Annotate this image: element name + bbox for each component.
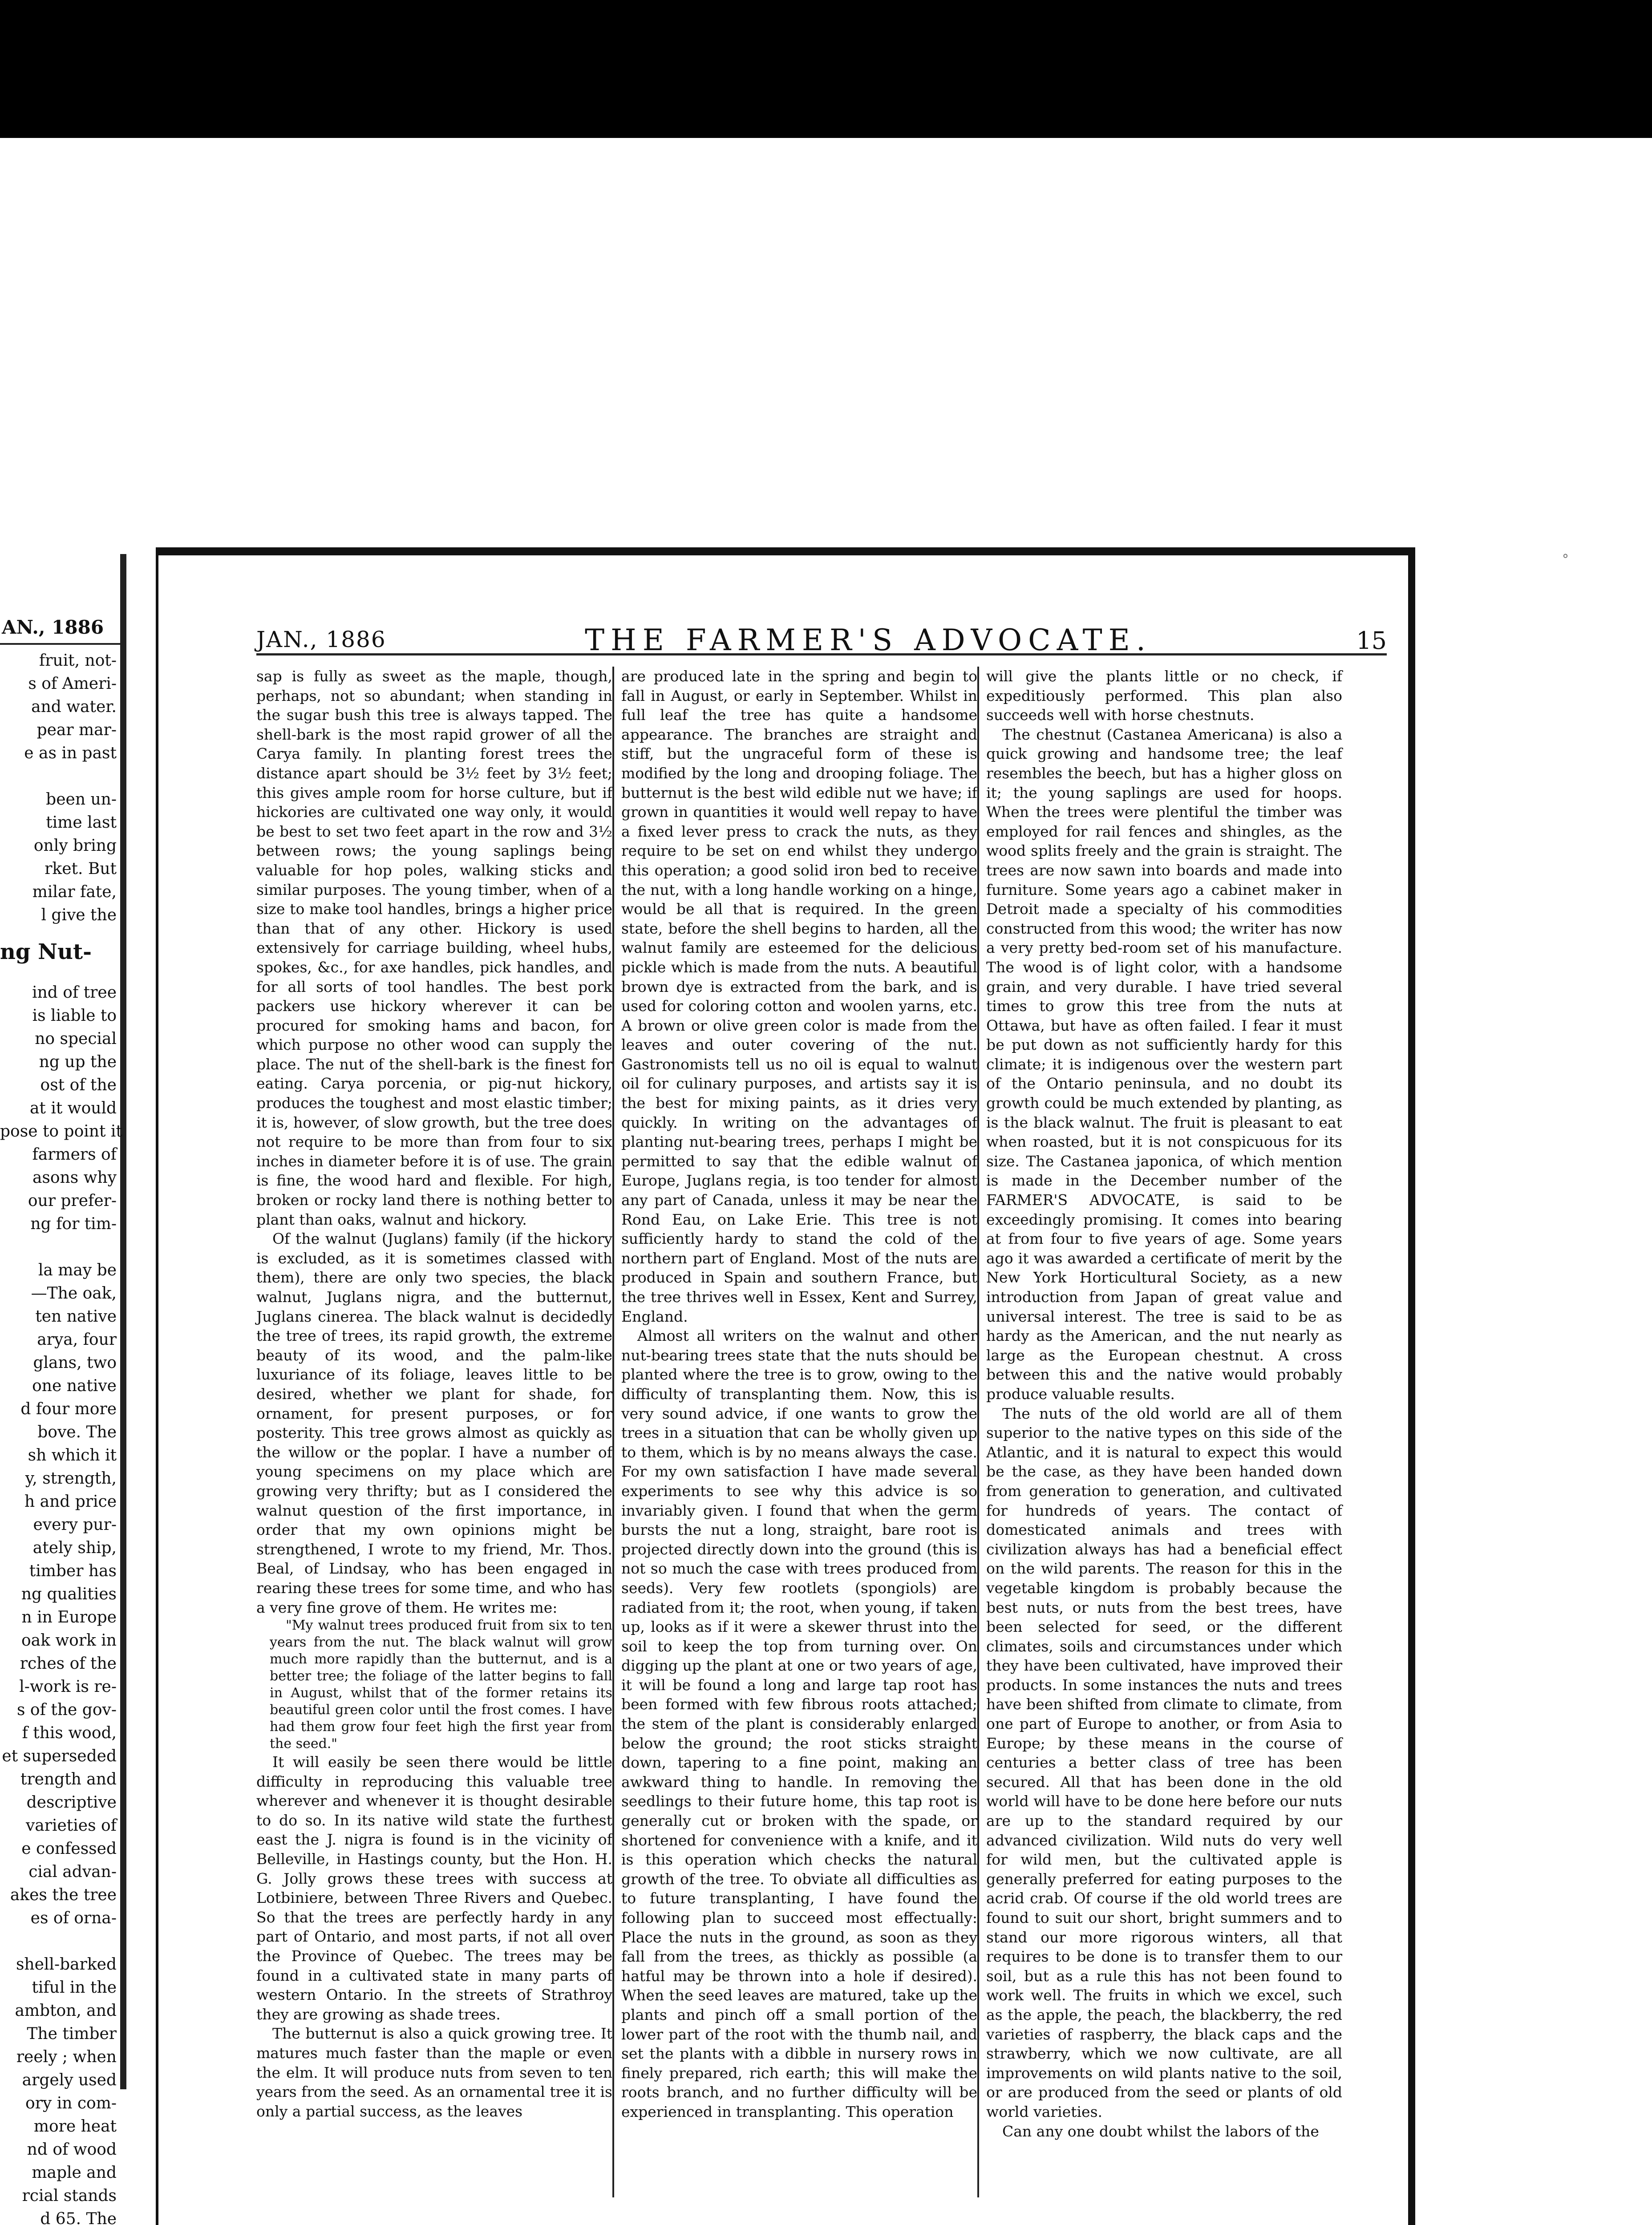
previous-page-line: argely used — [22, 2071, 117, 2089]
previous-page-line: ind of tree — [32, 983, 117, 1002]
header-date: JAN., 1886 — [256, 627, 386, 652]
previous-page-line: s of Ameri- — [28, 675, 117, 693]
article-paragraph: Of the walnut (Juglans) family (if the hickory is excluded, as it is sometimes classed with them), there are only two species, the black walnut, Juglans nigra, and the butternut, Juglans cinerea. The black walnut is decidedly the tree of trees, its rapid growth, the extreme beauty of its wood, and the palm-like luxuriance of its foliage, leaves little to be desired, whether we plant for shade, for ornament, for present purposes, or for posterity. This tree grows almost as quickly as the willow or the poplar. I have a number of young specimens on my place which are growing very thrifty; but as I considered the walnut question of the first importance, in order that my own opinions might be strengthened, I wrote to my friend, Mr. Thos. Beal, of Lindsay, who has been engaged in rearing these trees for some time, and who has a very fine grove of them. He writes me: — [256, 1230, 612, 1616]
previous-page-line: shell-barked — [16, 1955, 117, 1974]
previous-page-line: la may be — [38, 1261, 117, 1279]
previous-page-line: only bring — [33, 837, 117, 855]
header-title: THE FARMER'S ADVOCATE. — [585, 623, 1152, 657]
previous-page-line: time last — [46, 813, 117, 832]
previous-page-line: varieties of — [25, 1816, 117, 1835]
previous-page-line — [0, 1930, 120, 1953]
previous-page-line: descriptive — [26, 1793, 117, 1812]
article-column-1 — [256, 667, 612, 2202]
previous-page-line: rches of the — [20, 1655, 117, 1673]
previous-page-line: es of orna- — [30, 1909, 117, 1927]
article-paragraph: "My walnut trees produced fruit from six to ten years from the nut. The black walnut will grow much more rapidly than the butternut, and is a better tree; the foliage of the latter begins to fall in August, whilst that of the former retains its beautiful green color until the frost comes. I have had them grow four feet high the first year from the seed." — [270, 1618, 612, 1752]
previous-page-line: timber has — [29, 1562, 117, 1580]
previous-page-line: is liable to — [32, 1007, 117, 1025]
newspaper-page — [156, 547, 1415, 2225]
previous-page-line: —The oak, — [31, 1284, 117, 1303]
previous-page-line — [0, 1236, 120, 1259]
column-rule-2 — [977, 667, 979, 2197]
article-column-2 — [621, 667, 977, 2202]
previous-page-line: e confessed — [21, 1840, 117, 1858]
previous-page-line: f this wood, — [22, 1724, 117, 1742]
previous-page-line: akes the tree — [10, 1886, 117, 1904]
previous-page-line: s of the gov- — [17, 1701, 117, 1719]
previous-page-line: d four more — [20, 1400, 117, 1418]
previous-page-line: d 65. The — [40, 2210, 117, 2225]
article-paragraph: will give the plants little or no check, if expeditiously performed. This plan also succeeds well with horse chestnuts. — [986, 668, 1342, 724]
previous-page-line: asons why — [32, 1169, 117, 1187]
previous-page-line: at it would — [29, 1099, 117, 1117]
previous-page-line: nd of wood — [27, 2140, 117, 2159]
previous-page-line: one native — [32, 1377, 117, 1395]
previous-page-line: milar fate, — [32, 883, 117, 901]
previous-page-line: tiful in the — [32, 1978, 117, 1997]
previous-page-line: and water. — [31, 698, 117, 716]
previous-page-line: ten native — [35, 1307, 117, 1326]
previous-page-lines-top — [0, 645, 120, 927]
previous-page-line: ambton, and — [15, 2002, 117, 2020]
article-paragraph: are produced late in the spring and begin to fall in August, or early in September. Whilst in full leaf the tree has quite a handsome appearance. The branches are straight and stiff, but the ungraceful form of these is modified by the long and drooping foliage. The butternut is the best wild edible nut we have; if grown in quantities it would well repay to have a fixed lever press to crack the nuts, as they require to be set on end whilst they undergo this operation; a good solid iron bed to receive the nut, with a long handle working on a hinge, would be all that is required. In the green state, before the shell begins to harden, all the walnut family are esteemed for the delicious pickle which is made from the nuts. A beautiful brown dye is extracted from the bark, and is used for coloring cotton and woolen yarns, etc. A brown or olive green color is made from the leaves and outer covering of the nut. Gastronomists tell us no oil is equal to walnut oil for culinary purposes, and artists say it is the best for mixing paints, as it dries very quickly. In writing on the advantages of planting nut-bearing trees, perhaps I might be permitted to say that the edible walnut of Europe, Juglans regia, is too tender for almost any part of Canada, unless it may be near the Rond Eau, on Lake Erie. This tree is not sufficiently hardy to stand the cold of the northern part of England. Most of the nuts are produced in Spain and southern France, but the tree thrives well in Essex, Kent and Surrey, England. — [621, 668, 977, 1325]
previous-page-line: l give the — [41, 906, 117, 924]
previous-page-line: cial advan- — [28, 1863, 117, 1881]
previous-page-line: ately ship, — [32, 1539, 117, 1557]
previous-page-line: l-work is re- — [19, 1678, 117, 1696]
previous-page-line: our prefer- — [28, 1192, 117, 1210]
previous-page-line: glans, two — [33, 1354, 117, 1372]
article-paragraph: sap is fully as sweet as the maple, though, perhaps, not so abundant; when standing in the sugar bush this tree is always tapped. The shell-bark is the most rapid grower of all the Carya family. In planting forest trees the distance apart should be 3½ feet by 3½ feet; this gives ample room for horse culture, but if hickories are cultivated one way only, it would be best to set two feet apart in the row and 3½ between rows; the young saplings being valuable for hop poles, walking sticks and similar purposes. The young timber, when of a size to make tool handles, brings a higher price than that of any other. Hickory is used extensively for carriage building, wheel hubs, spokes, &c., for axe handles, pick handles, and for all sorts of tool handles. The best pork packers use hickory wherever it can be procured for smoking hams and bacon, for which purpose no other wood can supply the place. The nut of the shell-bark is the finest for eating. Carya porcenia, or pig-nut hickory, produces the toughest and most elastic timber; it is, however, of slow growth, but the tree does not require to be more than from four to six inches in diameter before it is of use. The grain is fine, the wood hard and flexible. For high, broken or rocky land there is nothing better to plant than oaks, walnut and hickory. — [256, 668, 612, 1228]
previous-page-line: trength and — [20, 1770, 117, 1788]
previous-page-line: y, strength, — [25, 1469, 117, 1488]
article-paragraph: Can any one doubt whilst the labors of the — [1002, 2122, 1319, 2140]
previous-page-line: ost of the — [40, 1076, 117, 1094]
previous-page-line: reely ; when — [16, 2048, 117, 2066]
article-paragraph: The butternut is also a quick growing tree. It matures much faster than the maple or even the elm. It will produce nuts from seven to ten years from the seed. As an ornamental tree it is only a partial success, as the leaves — [256, 2025, 612, 2120]
previous-page-line: bove. The — [37, 1423, 117, 1441]
previous-page-line: oak work in — [21, 1631, 117, 1650]
previous-page-line: pear mar- — [36, 721, 117, 739]
article-paragraph: The chestnut (Castanea Americana) is also a quick growing and handsome tree; the leaf resembles the beech, but has a higher gloss on it; the young saplings are used for hoops. When the trees were plentiful the timber was employed for rail fences and shingles, as the wood splits freely and the grain is straight. The trees are now sawn into boards and made into furniture. Some years ago a cabinet maker in Detroit made a specialty of his commodities constructed from this wood; the writer has now a very pretty bed-room set of his manufacture. The wood is of light color, with a handsome grain, and very durable. I have tried several times to grow this tree from the nuts at Ottawa, but have as often failed. I fear it must be put down as not sufficiently hardy for this climate; it is indigenous over the western part of the Ontario peninsula, and no doubt its growth could be much extended by planting, as is the black walnut. The fruit is pleasant to eat when roasted, but it is not conspicuous for its size. The Castanea japonica, of which mention is made in the December number of the FARMER'S ADVOCATE, is said to be exceedingly promising. It comes into bearing at from four to five years of age. Some years ago it was awarded a certificate of merit by the New York Horticultural Society, as a new introduction from Japan of great value and universal interest. The tree is said to be as hardy as the American, and the nut nearly as large as the European chestnut. A cross between this and the native would probably produce valuable results. — [986, 725, 1342, 1403]
previous-page-line: been un- — [46, 790, 117, 809]
previous-page-line: maple and — [32, 2164, 117, 2182]
previous-page-header: AN., 1886 — [0, 554, 120, 645]
previous-page-line: no special — [35, 1030, 117, 1048]
previous-page-line: every pur- — [33, 1516, 117, 1534]
previous-page-line: et superseded — [2, 1747, 117, 1765]
previous-page-line: rket. But — [45, 860, 117, 878]
scan-speck: ° — [1562, 552, 1569, 567]
previous-page-line: fruit, not- — [39, 651, 117, 670]
previous-page-line: ng up the — [39, 1053, 117, 1071]
article-paragraph: The nuts of the old world are all of them superior to the native types on this side of the Atlantic, and it is natural to expect this would be the case, as they have been handed down from generation to generation, and cultivated for hundreds of years. The contact of domesticated animals and trees with civilization always has had a beneficial effect on the wild parents. The reason for this in the vegetable kingdom is probably because the best nuts, or nuts from the best trees, have been selected for seed, or the different climates, soils and circumstances under which they have been cultivated, have improved their products. In some instances the nuts and trees have been shifted from climate to climate, from one part of Europe to another, or from Asia to Europe; by these means in the course of centuries a better class of tree has been secured. All that has been done in the old world will have to be done here before our nuts are up to the standard required by our advanced civilization. Wild nuts do very well for wild men, but the cultivated apple is generally preferred for eating purposes to the acrid crab. Of course if the old world trees are found to suit our short, bright summers and to stand our more rigorous winters, all that requires to be done is to transfer them to our soil, but as a rule this has not been found to work well. The fruits in which we excel, such as the apple, the peach, the blackberry, the red varieties of raspberry, the black caps and the strawberry, which we now cultivate, are all improvements on wild plants native to the soil, or are produced from the seed or plants of old world varieties. — [986, 1404, 1342, 2120]
previous-page-heading: ng Nut- — [0, 939, 92, 964]
previous-page-line: ng for tim- — [30, 1215, 117, 1233]
previous-page-line: more heat — [33, 2117, 117, 2136]
previous-page-line: The timber — [27, 2025, 117, 2043]
previous-page-line: e as in past — [24, 744, 117, 762]
previous-page-line: farmers of — [32, 1145, 117, 1164]
article-column-3 — [986, 667, 1342, 2202]
previous-page-fragment — [0, 554, 126, 2225]
previous-page-line: pose to point it — [0, 1122, 122, 1141]
previous-page-line — [0, 765, 120, 788]
column-rule-1 — [612, 667, 614, 2197]
previous-page-line: ng qualities — [21, 1585, 117, 1603]
previous-page-line: n in Europe — [21, 1608, 117, 1626]
header-page-number: 15 — [1356, 627, 1387, 655]
previous-page-line: arya, four — [37, 1331, 117, 1349]
previous-page-line: sh which it — [28, 1446, 117, 1464]
previous-page-line: rcial stands — [22, 2187, 117, 2205]
previous-page-lines-bottom — [0, 977, 120, 2225]
previous-page-line: ory in com- — [25, 2094, 117, 2112]
page-header — [256, 623, 1387, 657]
article-paragraph: Almost all writers on the walnut and other nut-bearing trees state that the nuts should be planted where the tree is to grow, owing to the difficulty of transplanting them. Now, this is very sound advice, if one wants to grow the trees in a situation that can be wholly given up to them, which is by no means always the case. For my own satisfaction I have made several experiments to see why this advice is so invariably given. I found that when the germ bursts the nut a long, straight, bare root is projected directly down into the ground (this is not so much the case with trees produced from seeds). Very few rootlets (spongiols) are radiated from it; the root, when young, if taken up, looks as if it were a skewer thrust into the soil to keep the top from turning over. On digging up the plant at one or two years of age, it will be found a long and large tap root has been formed with few fibrous roots attached; the stem of the plant is considerably enlarged below the ground; the root sticks straight down, tapering to a fine point, making an awkward thing to handle. In removing the seedlings to their future home, this tap root is generally cut or broken with the spade, or shortened for convenience with a knife, and it is this operation which checks the natural growth of the tree. To obviate all difficulties as to future transplanting, I have found the following plan to succeed most effectually: Place the nuts in the ground, as soon as they fall from the trees, as thickly as possible (a hatful may be thrown into a hole if desired). When the seed leaves are matured, take up the plants and pinch off a small portion of the lower part of the root with the thumb nail, and set the plants with a dibble in nursery rows in finely prepared, rich earth; this will make the roots branch, and no further difficulty will be experienced in transplanting. This operation — [621, 1327, 977, 2120]
article-paragraph: It will easily be seen there would be little difficulty in reproducing this valuable tree wherever and whenever it is thought desirable to do so. In its native wild state the furthest east the J. nigra is found is in the vicinity of Belleville, in Hastings county, but the Hon. H. G. Jolly grows these trees with success at Lotbiniere, between Three Rivers and Quebec. So that the trees are perfectly hardy in any part of Ontario, and most parts, if not all over the Province of Quebec. The trees may be found in a cultivated state in many parts of western Ontario. In the streets of Strathroy they are growing as shade trees. — [256, 1753, 612, 2023]
previous-page-line: h and price — [24, 1493, 117, 1511]
